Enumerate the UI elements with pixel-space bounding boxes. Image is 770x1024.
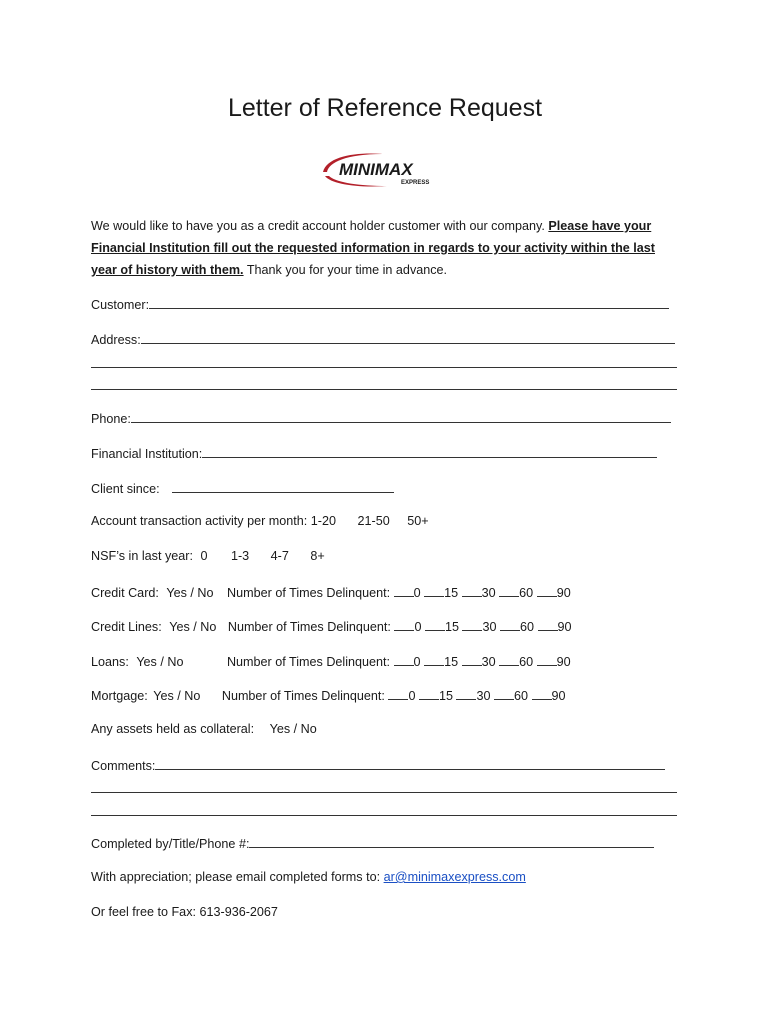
loans-opt-0[interactable]: 0 bbox=[413, 655, 421, 669]
customer-label: Customer: bbox=[91, 298, 150, 312]
mortgage-delinquent-label: Number of Times Delinquent: bbox=[221, 689, 385, 703]
credit-lines-opt-90[interactable]: 90 bbox=[557, 620, 572, 634]
client-since-field[interactable] bbox=[172, 480, 394, 493]
collateral-yes-no[interactable]: Yes / No bbox=[269, 722, 317, 736]
comments-field[interactable] bbox=[155, 757, 665, 770]
credit-card-opt-0[interactable]: 0 bbox=[413, 586, 421, 600]
mortgage-yes-no[interactable]: Yes / No bbox=[153, 689, 201, 703]
loans-opt-30[interactable]: 30 bbox=[481, 655, 496, 669]
nsf-option-4-7[interactable]: 4-7 bbox=[270, 549, 289, 563]
credit-lines-yes-no[interactable]: Yes / No bbox=[169, 620, 217, 634]
credit-card-opt-15[interactable]: 15 bbox=[444, 586, 459, 600]
logo-sub-text: EXPRESS bbox=[401, 180, 430, 186]
completed-by-row bbox=[91, 835, 654, 851]
credit-card-opt-60[interactable]: 60 bbox=[519, 586, 534, 600]
mortgage-row bbox=[91, 687, 566, 703]
email-link[interactable]: ar@minimaxexpress.com bbox=[383, 870, 526, 884]
collateral-row bbox=[91, 722, 317, 736]
client-since-row bbox=[91, 480, 394, 496]
mortgage-opt-90[interactable]: 90 bbox=[551, 689, 566, 703]
mortgage-opt-15[interactable]: 15 bbox=[438, 689, 453, 703]
loans-opt-90[interactable]: 90 bbox=[556, 655, 571, 669]
fax-text: Or feel free to Fax: 613-936-2067 bbox=[91, 905, 278, 919]
address-line-2[interactable] bbox=[91, 367, 677, 368]
client-since-label: Client since: bbox=[91, 482, 160, 496]
appreciation-text: With appreciation; please email completed forms to: bbox=[91, 870, 381, 884]
fax-row bbox=[91, 905, 278, 919]
activity-label: Account transaction activity per month: bbox=[91, 514, 308, 528]
credit-lines-row bbox=[91, 618, 572, 634]
comments-line-2[interactable] bbox=[91, 792, 677, 793]
phone-row bbox=[91, 410, 671, 426]
address-row bbox=[91, 331, 675, 347]
completed-by-label: Completed by/Title/Phone #: bbox=[91, 837, 250, 851]
comments-line-3[interactable] bbox=[91, 815, 677, 816]
intro-text: We would like to have you as a credit account holder customer with our company. bbox=[91, 219, 545, 233]
credit-lines-opt-30[interactable]: 30 bbox=[482, 620, 497, 634]
credit-card-opt-30[interactable]: 30 bbox=[481, 586, 496, 600]
credit-lines-label: Credit Lines: bbox=[91, 620, 162, 634]
comments-row bbox=[91, 757, 665, 773]
phone-label: Phone: bbox=[91, 412, 131, 426]
loans-yes-no[interactable]: Yes / No bbox=[136, 655, 184, 669]
activity-row bbox=[91, 514, 429, 528]
nsf-option-0[interactable]: 0 bbox=[200, 549, 208, 563]
loans-label: Loans: bbox=[91, 655, 129, 669]
credit-lines-opt-0[interactable]: 0 bbox=[414, 620, 422, 634]
mortgage-opt-60[interactable]: 60 bbox=[513, 689, 528, 703]
credit-card-opt-90[interactable]: 90 bbox=[556, 586, 571, 600]
loans-row bbox=[91, 653, 571, 669]
appreciation-row bbox=[91, 870, 526, 884]
address-line-3[interactable] bbox=[91, 389, 677, 390]
institution-field[interactable] bbox=[202, 445, 657, 458]
address-field[interactable] bbox=[141, 331, 675, 344]
institution-label: Financial Institution: bbox=[91, 447, 203, 461]
customer-row bbox=[91, 296, 669, 312]
mortgage-label: Mortgage: bbox=[91, 689, 148, 703]
comments-label: Comments: bbox=[91, 759, 156, 773]
activity-option-3[interactable]: 50+ bbox=[407, 514, 429, 528]
nsf-row bbox=[91, 549, 325, 563]
page-title: Letter of Reference Request bbox=[227, 94, 543, 122]
nsf-option-8-plus[interactable]: 8+ bbox=[310, 549, 325, 563]
credit-lines-opt-15[interactable]: 15 bbox=[444, 620, 459, 634]
address-label: Address: bbox=[91, 333, 141, 347]
phone-field[interactable] bbox=[131, 410, 671, 423]
credit-lines-delinquent-label: Number of Times Delinquent: bbox=[227, 620, 391, 634]
loans-delinquent-label: Number of Times Delinquent: bbox=[226, 655, 391, 669]
minimax-logo bbox=[317, 150, 449, 190]
nsf-option-1-3[interactable]: 1-3 bbox=[230, 549, 250, 563]
collateral-label: Any assets held as collateral: bbox=[91, 722, 255, 736]
institution-row bbox=[91, 445, 657, 461]
intro-tail-text: Thank you for your time in advance. bbox=[246, 263, 448, 277]
completed-by-field[interactable] bbox=[249, 835, 654, 848]
credit-card-yes-no[interactable]: Yes / No bbox=[166, 586, 214, 600]
mortgage-opt-0[interactable]: 0 bbox=[408, 689, 416, 703]
credit-lines-opt-60[interactable]: 60 bbox=[519, 620, 534, 634]
mortgage-opt-30[interactable]: 30 bbox=[476, 689, 491, 703]
loans-opt-60[interactable]: 60 bbox=[519, 655, 534, 669]
activity-option-2[interactable]: 21-50 bbox=[357, 514, 390, 528]
nsf-label: NSF’s in last year: bbox=[91, 549, 193, 563]
intro-bold-text: Please have your Financial Institution fill out the requested information in regards to your activity within the last year of history with them. bbox=[91, 219, 655, 277]
customer-field[interactable] bbox=[149, 296, 669, 309]
credit-card-row bbox=[91, 584, 571, 600]
logo-brand-text: MINIMAX bbox=[339, 160, 413, 179]
activity-option-1[interactable]: 1-20 bbox=[310, 514, 337, 528]
credit-card-delinquent-label: Number of Times Delinquent: bbox=[227, 586, 391, 600]
intro-paragraph bbox=[91, 215, 683, 281]
credit-card-label: Credit Card: bbox=[91, 586, 159, 600]
loans-opt-15[interactable]: 15 bbox=[444, 655, 459, 669]
